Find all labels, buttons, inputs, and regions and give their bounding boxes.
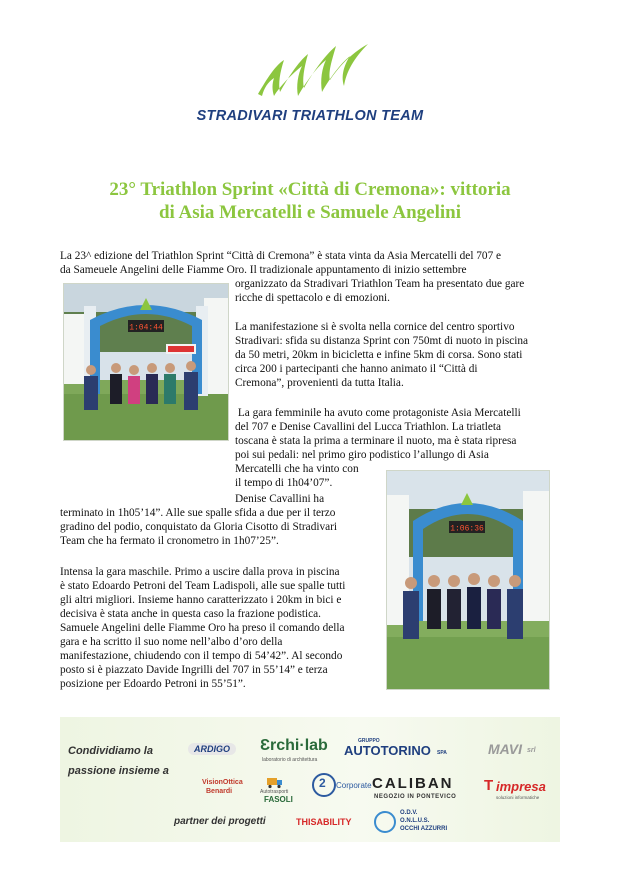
sponsor-thisability: THISABILITY <box>296 817 352 827</box>
body-line: da 50 metri, 20km in bicicletta e infine 5km di corsa. Sono stati <box>235 349 523 361</box>
body-line: del 707 e Denise Cavallini del Lucca Triathlon. La triatleta <box>235 421 502 433</box>
body-line: La manifestazione si è svolta nella cornice del centro sportivo <box>235 321 515 333</box>
occhi-azzurri-eye-icon <box>374 811 396 833</box>
sponsor-caliban-sub: NEGOZIO IN PONTEVICO <box>374 794 457 800</box>
women-clock-readout: 1:04:44 <box>129 323 163 333</box>
body-line: il tempo di 1h04’07”. <box>235 477 333 489</box>
sponsor-fasoli: FASOLI <box>264 795 293 804</box>
sponsor-lead-line-2: passione insieme a <box>68 765 169 777</box>
body-line: Team che ha fermato il cronometro in 1h07’25”. <box>60 535 279 547</box>
body-line: terminato in 1h05’14”. Alle sue spalle sfida a due per il terzo <box>60 507 336 519</box>
body-line: Denise Cavallini ha <box>235 493 325 505</box>
body-line: decisiva è stata anche in questa caso la frazione podistica. <box>60 608 321 620</box>
sponsor-autotorino: AUTOTORINO <box>344 743 431 758</box>
body-line: manifestazione, chiudendo con il tempo di 54’42”. Al secondo <box>60 650 343 662</box>
body-line: Mercatelli che ha vinto con <box>235 463 359 475</box>
stradivari-wave-logo-icon <box>250 38 380 98</box>
sponsor-mavi-srl: srl <box>527 747 536 754</box>
body-line: posto si è piazzato Davide Ingrilli del 707 in 55’14” e terza <box>60 664 328 676</box>
sponsor-timpresa-sub: soluzioni informatiche <box>496 795 540 800</box>
sponsor-mavi: MAVI <box>488 741 522 757</box>
sponsor-autotorino-top: GRUPPO <box>358 738 380 744</box>
body-line: posizione per Edoardo Petroni in 55’51”. <box>60 678 246 690</box>
sponsor-corporate-number: 2 <box>319 776 326 790</box>
body-line: da Sameuele Angelini delle Fiamme Oro. Il tradizionale appuntamento di inizio settembre <box>60 264 467 276</box>
title-line-2: di Asia Mercatelli e Samuele Angelini <box>158 202 462 223</box>
sponsor-archilab: Ɛrchi·lab <box>260 737 328 754</box>
men-clock-readout: 1:06:36 <box>450 524 484 534</box>
sponsor-fasoli-sub: Autotrasporti <box>260 789 289 795</box>
sponsor-visionottica-2: Benardi <box>206 788 233 795</box>
sponsor-corporate: Corporate <box>336 781 372 790</box>
body-line: circa 200 i partecipanti che hanno animato il “Città di <box>235 363 478 375</box>
body-line: La gara femminile ha avuto come protagoniste Asia Mercatelli <box>235 407 521 419</box>
body-line: è stato Edoardo Petroni del Team Ladispoli, alle sue spalle tutti <box>60 580 346 592</box>
body-line: organizzato da Stradivari Triathlon Team ha presentato due gare <box>235 278 525 290</box>
sponsor-odv-line-2: O.N.L.U.S. <box>400 818 430 824</box>
sponsor-ardigo: ARDIGO <box>188 743 236 755</box>
body-line: gara e ha scritto il suo nome nell’albo d’oro della <box>60 636 283 648</box>
body-line: gradino del podio, conquistato da Gloria Cisotto di Stradivari <box>60 521 338 533</box>
body-line: Intensa la gara maschile. Primo a uscire dalla prova in piscina <box>60 566 340 578</box>
sponsor-archilab-sub: laboratorio di architettura <box>262 757 318 763</box>
women-podium-photo <box>63 283 229 441</box>
sponsor-timpresa-t: T <box>484 777 494 794</box>
sponsor-timpresa: impresa <box>496 779 546 794</box>
sponsor-lead-line-1: Condividiamo la <box>68 745 153 757</box>
body-line: La 23^ edizione del Triathlon Sprint “Città di Cremona” è stata vinta da Asia Mercatelli del 707 e <box>60 250 502 262</box>
sponsor-caliban: CALIBAN <box>372 775 454 792</box>
body-line: gli altri migliori. Insieme hanno caratterizzato i 20km in bici e <box>60 594 342 606</box>
sponsor-banner <box>60 717 560 842</box>
body-line: poi sui pedali: nel primo giro podistico l’allungo di Asia <box>235 449 489 461</box>
sponsor-odv-line-1: O.D.V. <box>400 810 418 816</box>
body-line: toscana è stata la prima a terminare il nuoto, ma è stata ripresa <box>235 435 517 447</box>
fasoli-truck-icon <box>267 775 283 789</box>
team-name: STRADIVARI TRIATHLON TEAM <box>196 108 424 124</box>
body-line: ricche di spettacolo e di emozioni. <box>235 292 390 304</box>
partners-label: partner dei progetti <box>174 816 266 827</box>
sponsor-odv-line-3: OCCHI AZZURRI <box>400 826 448 832</box>
sponsor-autotorino-spa: SPA <box>437 750 447 756</box>
body-line: Cremona”, provenienti da tutta Italia. <box>235 377 404 389</box>
article-title <box>40 178 580 224</box>
men-podium-photo <box>386 470 550 690</box>
body-line: Stradivari: sfida su distanza Sprint con 750mt di nuoto in piscina <box>235 335 529 347</box>
title-line-1: 23° Triathlon Sprint «Città di Cremona»: vittoria <box>109 179 511 200</box>
sponsor-visionottica: VisionOttica <box>202 779 243 786</box>
body-line: Samuele Angelini delle Fiamme Oro ha preso il comando della <box>60 622 345 634</box>
